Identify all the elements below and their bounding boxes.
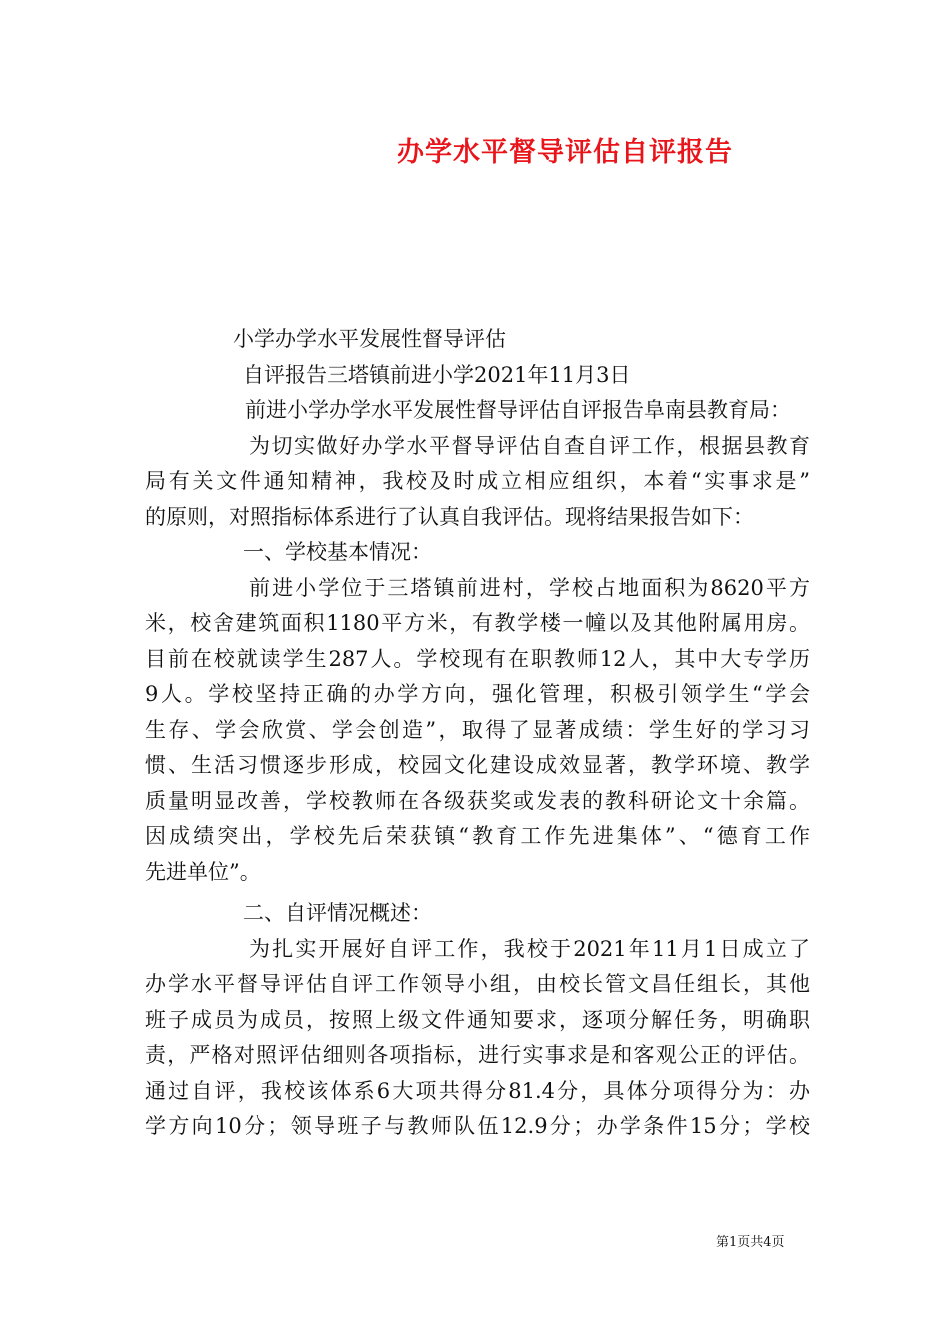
- paragraph-line: 办学水平督导评估自评工作领导小组，由校长管文昌任组长，其他: [145, 972, 810, 996]
- paragraph-line: 局有关文件通知精神，我校及时成立相应组织，本着“实事求是”: [145, 469, 810, 493]
- paragraph-line: 质量明显改善，学校教师在各级获奖或发表的教科研论文十余篇。: [145, 788, 810, 813]
- paragraph-line: 学方向10分；领导班子与教师队伍12.9分；办学条件15分；学校: [145, 1114, 810, 1138]
- paragraph-line: 班子成员为成员，按照上级文件通知要求，逐项分解任务，明确职: [145, 1007, 810, 1032]
- paragraph-line: 的原则，对照指标体系进行了认真自我评估。现将结果报告如下：: [145, 504, 754, 529]
- paragraph-line: 小学办学水平发展性督导评估: [233, 327, 506, 351]
- section-heading: 二、自评情况概述：: [243, 901, 432, 925]
- paragraph-line: 惯、生活习惯逐步形成，校园文化建设成效显著，教学环境、教学: [145, 753, 810, 777]
- section-heading: 一、学校基本情况：: [243, 540, 432, 564]
- paragraph-line: 先进单位”。: [145, 859, 261, 884]
- paragraph-line: 因成绩突出，学校先后荣获镇“教育工作先进集体”、“德育工作: [145, 824, 810, 848]
- paragraph-line: 为扎实开展好自评工作，我校于2021年11月1日成立了: [249, 936, 810, 961]
- paragraph-line: 通过自评，我校该体系6大项共得分81.4分，具体分项得分为：办: [145, 1078, 810, 1103]
- paragraph-line: 前进小学位于三塔镇前进村，学校占地面积为8620平方: [249, 575, 810, 600]
- paragraph-line: 自评报告三塔镇前进小学2021年11月3日: [243, 362, 631, 387]
- document-title: 办学水平督导评估自评报告: [397, 137, 733, 168]
- paragraph-line: 目前在校就读学生287人。学校现有在职教师12人，其中大专学历: [145, 646, 810, 671]
- page-indicator: 第1页共4页: [716, 1235, 785, 1250]
- document-body: [145, 322, 810, 1145]
- paragraph-line: 生存、学会欣赏、学会创造”，取得了显著成绩：学生好的学习习: [145, 717, 810, 742]
- paragraph-line: 责，严格对照评估细则各项指标，进行实事求是和客观公正的评估。: [145, 1043, 810, 1067]
- paragraph-line: 为切实做好办学水平督导评估自查自评工作，根据县教育: [249, 433, 810, 458]
- paragraph-line: 米，校舍建筑面积1180平方米，有教学楼一幢以及其他附属用房。: [145, 611, 810, 635]
- paragraph-line: 9人。学校坚持正确的办学方向，强化管理，积极引领学生“学会: [145, 682, 810, 706]
- paragraph-line: 前进小学办学水平发展性督导评估自评报告阜南县教育局：: [245, 398, 791, 422]
